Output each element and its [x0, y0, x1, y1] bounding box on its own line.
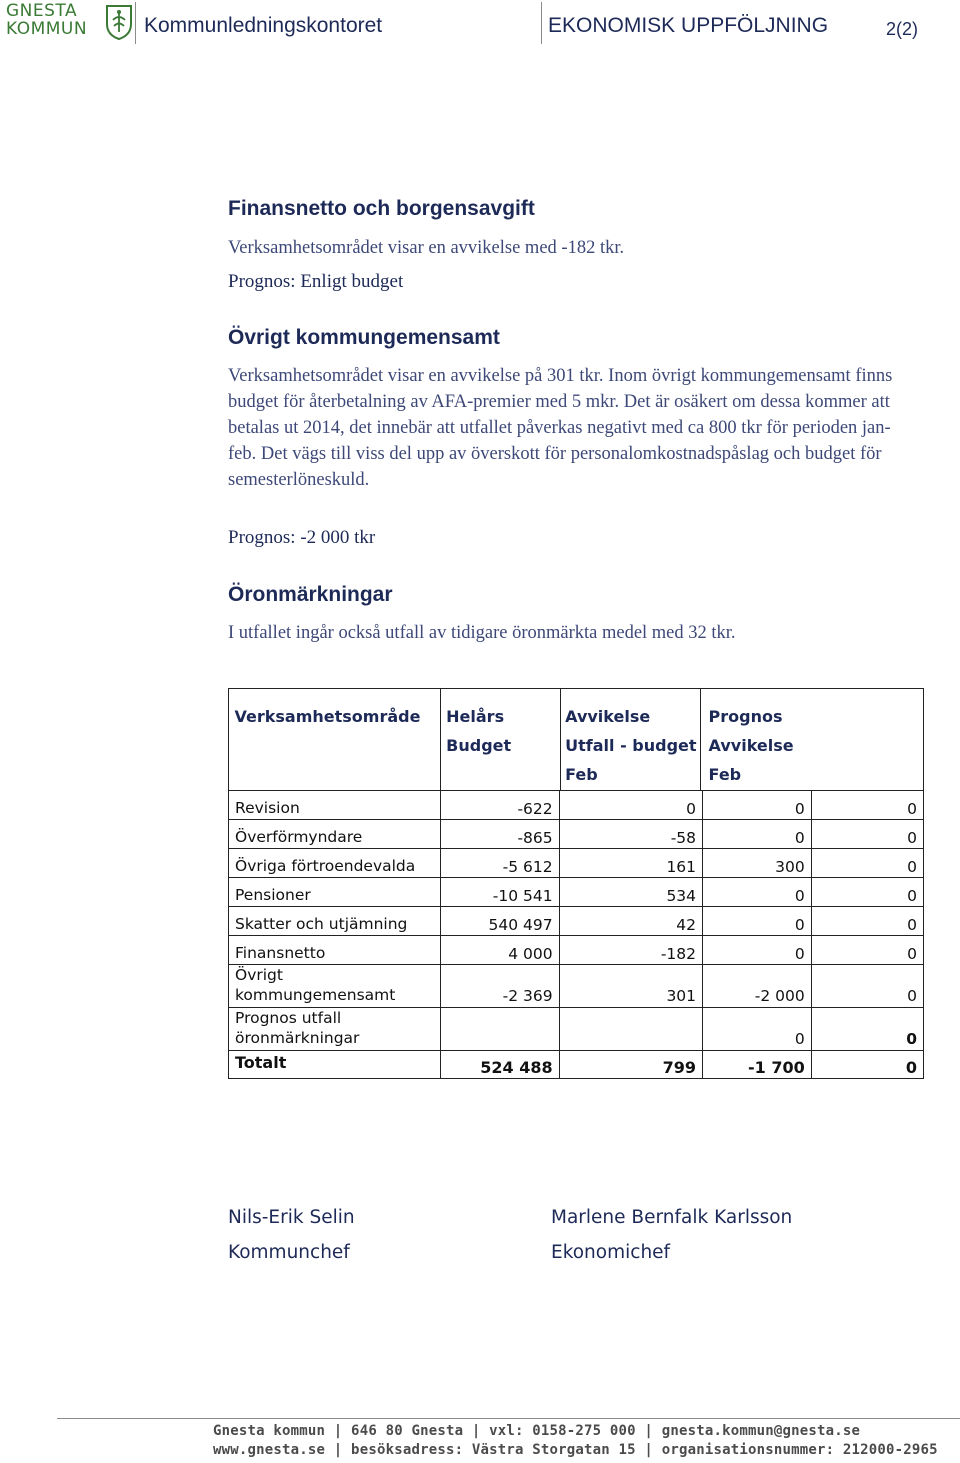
table-row: Revision -622 0 0 0: [229, 790, 924, 819]
footer-address-line: www.gnesta.se | besöksadress: Västra Storgatan 15 | organisationsnummer: 212000-2965: [213, 1442, 938, 1458]
signature-title: Ekonomichef: [551, 1242, 671, 1263]
footer-contact-line: Gnesta kommun | 646 80 Gnesta | vxl: 0158-275 000 | gnesta.kommun@gnesta.se: [213, 1423, 861, 1439]
table-row: Prognos utfall öronmärkningar 0 0: [229, 1007, 924, 1050]
page-number: 2(2): [886, 19, 919, 39]
table-row: Övrigt kommungemensamt -2 369 301 -2 000 0: [229, 964, 924, 1007]
table-row: Finansnetto 4 000 -182 0 0: [229, 935, 924, 964]
municipal-crest-icon: [104, 4, 134, 40]
table-row: Pensioner -10 541 534 0 0: [229, 877, 924, 906]
finansnetto-prognos: Prognos: Enligt budget: [228, 271, 404, 292]
section-heading-finansnetto: Finansnetto och borgensavgift: [228, 197, 535, 220]
table-header-row: [229, 688, 924, 790]
document-title: EKONOMISK UPPFÖLJNING: [548, 14, 829, 37]
header-divider: [541, 2, 542, 44]
gnesta-kommun-logo: [6, 2, 130, 42]
department-name: Kommunledningskontoret: [144, 14, 383, 37]
table-row: Övriga förtroendevalda -5 612 161 300 0: [229, 848, 924, 877]
oronmarkningar-text: I utfallet ingår också utfall av tidigare öronmärkta medel med 32 tkr.: [228, 623, 736, 643]
header-avvikelse: Avvikelse Utfall - budget Feb: [565, 707, 697, 784]
logo-line2: KOMMUN: [6, 19, 88, 39]
section-heading-ovrigt: Övrigt kommungemensamt: [228, 326, 500, 349]
signature-name: Nils-Erik Selin: [228, 1207, 355, 1228]
ovrigt-prognos: Prognos: -2 000 tkr: [228, 527, 376, 548]
signature-name: Marlene Bernfalk Karlsson: [551, 1207, 793, 1228]
finansnetto-text: Verksamhetsområdet visar en avvikelse med -182 tkr.: [228, 238, 625, 258]
header-divider: [135, 2, 136, 44]
header-helars-budget: Helårs Budget: [446, 707, 512, 755]
table-row: Skatter och utjämning 540 497 42 0 0: [229, 906, 924, 935]
financial-table: [228, 688, 924, 1079]
table-total-row: Totalt 524 488 799 -1 700 0: [229, 1050, 924, 1078]
logo-line1: GNESTA: [6, 1, 78, 21]
header-prognos: Prognos Avvikelse Feb: [708, 707, 794, 784]
header-verksamhetsomrade: Verksamhetsområde: [234, 707, 421, 726]
logo-text: [6, 2, 87, 38]
footer-divider: [57, 1418, 960, 1419]
signature-title: Kommunchef: [228, 1242, 350, 1263]
ovrigt-text: Verksamhetsområdet visar en avvikelse på 301 tkr. Inom övrigt kommungemensamt finns budget för återbetalning av AFA-premier med 5 mkr. Det är osäkert om dessa kommer att betalas ut 2014, det innebär att utfallet påverkas negativt med ca 800 tkr för perioden jan-feb. Det vägs till viss del upp av överskott för personalomkostnadspåslag och budget för semesterlöneskuld.: [228, 366, 893, 490]
table-row: Överförmyndare -865 -58 0 0: [229, 819, 924, 848]
section-heading-oronmarkningar: Öronmärkningar: [228, 583, 393, 606]
